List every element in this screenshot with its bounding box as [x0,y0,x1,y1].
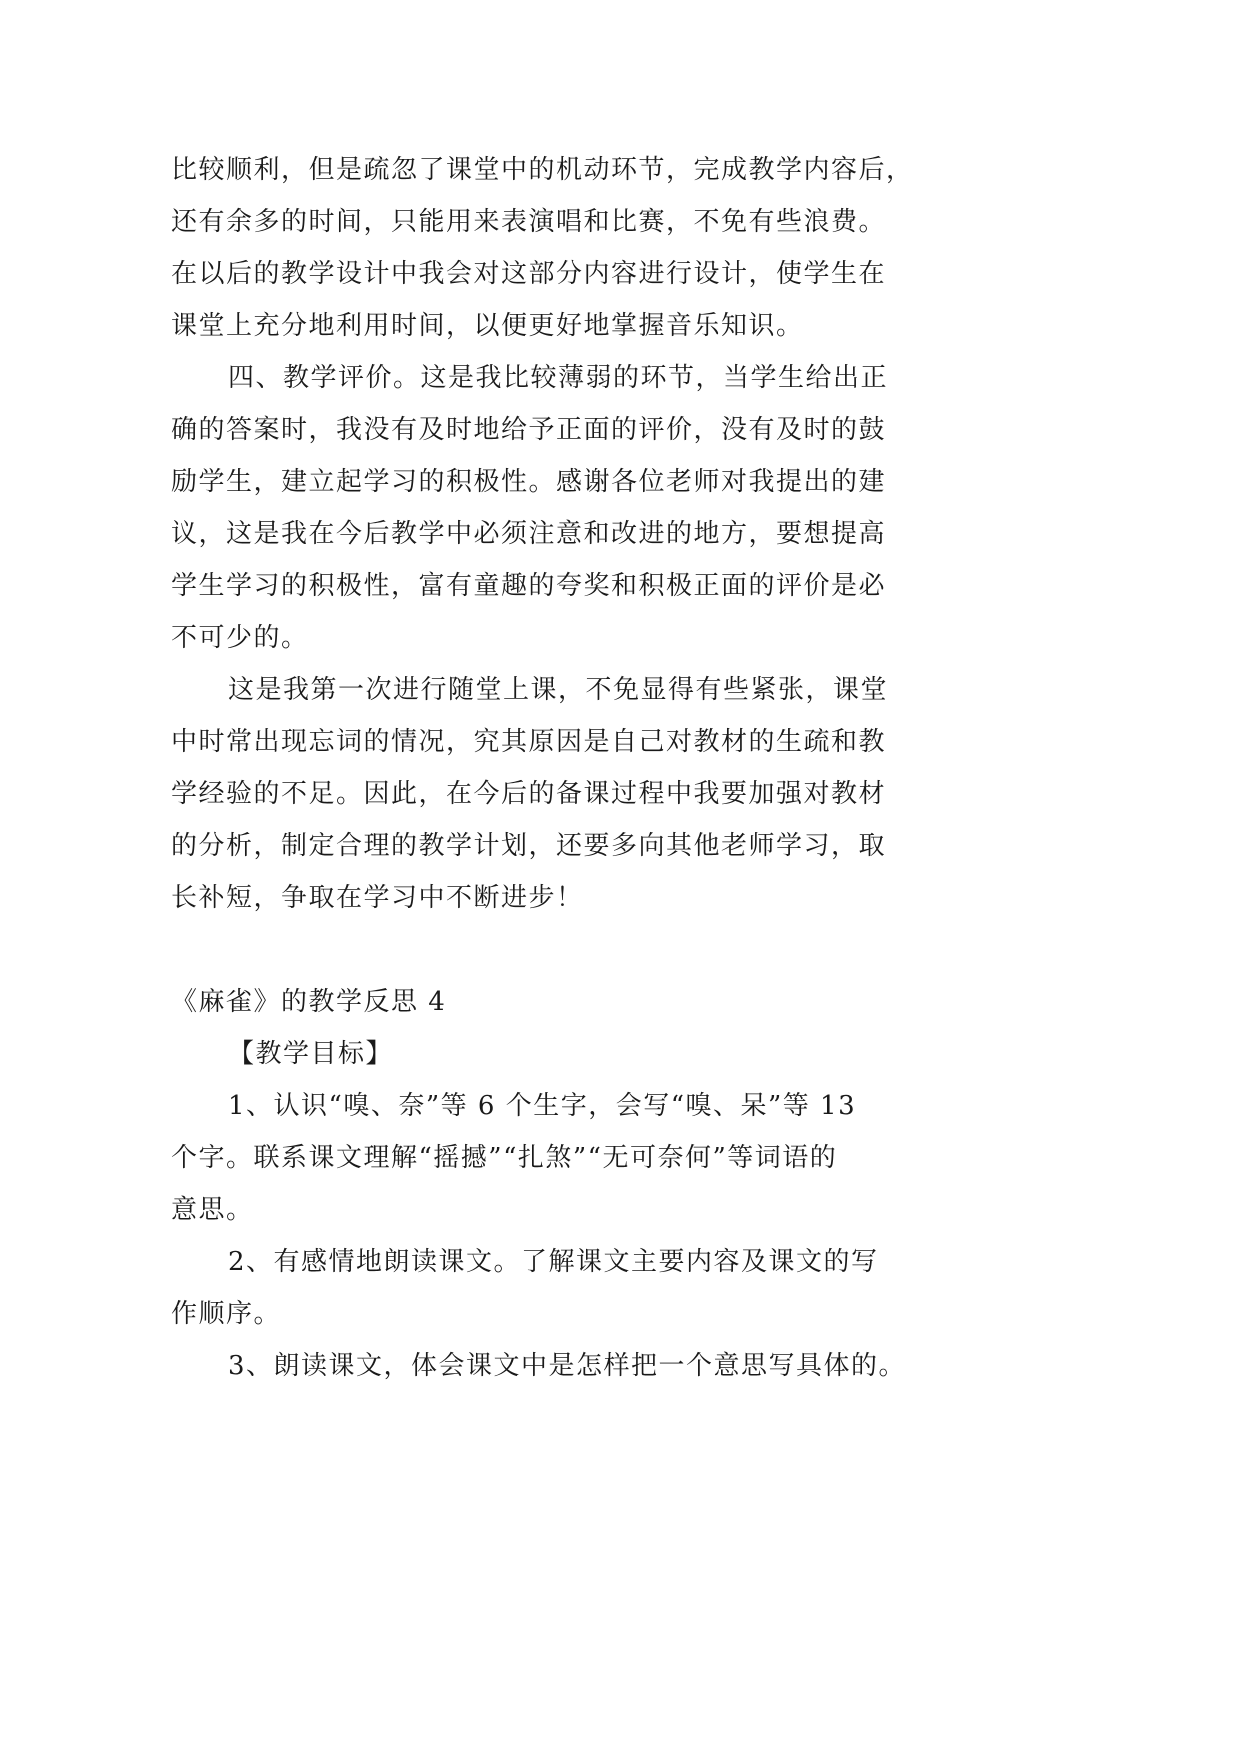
text-line: 个字。联系课文理解“摇撼”“扎煞”“无可奈何”等词语的 [171,1143,838,1173]
text-line: 课堂上充分地利用时间，以便更好地掌握音乐知识。 [171,311,804,341]
text-line: 学生学习的积极性，富有童趣的夸奖和积极正面的评价是必 [171,571,887,601]
text-line: 还有余多的时间，只能用来表演唱和比赛，不免有些浪费。 [171,207,887,237]
text-line: 3、朗读课文，体会课文中是怎样把一个意思写具体的。 [228,1351,907,1381]
text-line: 中时常出现忘词的情况，究其原因是自己对教材的生疏和教 [171,727,887,757]
text-line: 作顺序。 [171,1299,282,1329]
text-line: 意思。 [171,1195,254,1225]
text-line: 的分析，制定合理的教学计划，还要多向其他老师学习，取 [171,831,887,861]
text-line: 这是我第一次进行随堂上课，不免显得有些紧张，课堂 [228,675,889,705]
text-line: 比较顺利，但是疏忽了课堂中的机动环节，完成教学内容后， [171,155,914,185]
text-line: 1、认识“嗅、奈”等 6 个生字，会写“嗅、呆”等 13 [228,1091,857,1121]
text-line: 2、有感情地朗读课文。了解课文主要内容及课文的写 [228,1247,879,1277]
text-line: 长补短，争取在学习中不断进步！ [171,883,584,913]
text-line: 确的答案时，我没有及时地给予正面的评价，没有及时的鼓 [171,415,887,445]
text-line: 四、教学评价。这是我比较薄弱的环节，当学生给出正 [228,363,889,393]
text-line: 学经验的不足。因此，在今后的备课过程中我要加强对教材 [171,779,887,809]
section-title: 《麻雀》的教学反思 4 [171,987,447,1017]
text-line: 在以后的教学设计中我会对这部分内容进行设计，使学生在 [171,259,887,289]
text-line: 励学生，建立起学习的积极性。感谢各位老师对我提出的建 [171,467,887,497]
text-line: 不可少的。 [171,623,309,653]
text-line: 议，这是我在今后教学中必须注意和改进的地方，要想提高 [171,519,887,549]
teaching-goals-heading: 【教学目标】 [228,1039,394,1069]
